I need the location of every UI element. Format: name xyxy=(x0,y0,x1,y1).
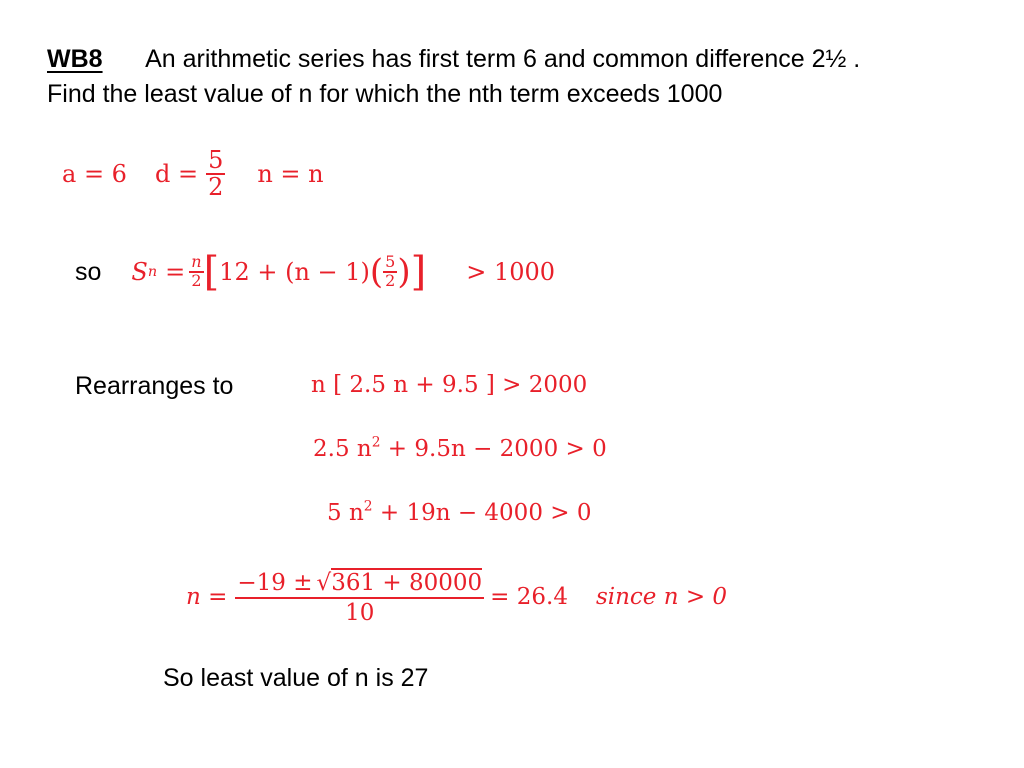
sum-row xyxy=(75,249,556,295)
quad2-rest: + 19n − 4000 > 0 xyxy=(379,500,592,526)
formula-denominator: 10 xyxy=(345,600,375,627)
problem-line-1 xyxy=(47,44,860,74)
sum-expression: S n = $\frac{n}{2}$ [ 12 + (n − 1) ( $\frac{5}{2}$ ) ] > 1000 xyxy=(131,249,556,295)
given-d-denominator: 2 xyxy=(208,173,224,202)
formula-lhs: n = xyxy=(186,583,228,610)
rearranges-label: Rearranges to xyxy=(75,372,234,400)
formula-radicand: 361 + 80000 xyxy=(331,570,483,596)
givens-row xyxy=(62,148,324,200)
sum-d-numerator: 5 xyxy=(385,252,396,272)
given-d-numerator: 5 xyxy=(208,146,224,174)
quad1-lead: 2.5 n xyxy=(313,436,372,462)
formula-num-a: −19 ± xyxy=(237,570,313,596)
sum-open-bracket: [ xyxy=(203,249,220,295)
sum-half-fraction xyxy=(189,254,203,290)
formula-condition: since n > 0 xyxy=(595,583,728,610)
given-n: n = n xyxy=(257,160,324,189)
quad2-square: 2 xyxy=(363,498,373,515)
sum-half-denominator: 2 xyxy=(191,271,202,290)
given-d-lhs: d = xyxy=(154,160,199,189)
sum-close-bracket: ] xyxy=(410,249,427,295)
quadratic-inequality-1 xyxy=(313,436,607,462)
quadratic-formula xyxy=(186,568,727,625)
sum-d-fraction xyxy=(383,254,397,290)
sum-inner: 12 + (n − 1) xyxy=(219,258,370,286)
sum-greater-than: > 1000 xyxy=(466,258,556,286)
given-d-fraction xyxy=(206,148,225,200)
formula-fraction xyxy=(235,568,484,625)
problem-text-1: An arithmetic series has first term 6 and common difference 2½ . xyxy=(145,45,861,73)
conclusion: So least value of n is 27 xyxy=(163,664,429,692)
problem-label: WB8 xyxy=(47,45,103,73)
sum-paren-open: ( xyxy=(369,252,384,292)
so-label: so xyxy=(75,257,102,286)
formula-result: = 26.4 xyxy=(490,583,568,610)
sum-half-numerator: n xyxy=(191,252,202,272)
quadratic-inequality-2 xyxy=(327,500,591,526)
sum-equals: = xyxy=(165,258,186,286)
quad1-square: 2 xyxy=(371,434,381,451)
rearranged-inequality: n [ 2.5 n + 9.5 ] > 2000 xyxy=(311,372,588,398)
formula-numerator xyxy=(235,568,484,599)
sum-paren-close: ) xyxy=(397,252,411,292)
sum-d-denominator: 2 xyxy=(385,271,396,290)
quad1-rest: + 9.5n − 2000 > 0 xyxy=(387,436,607,462)
formula-sqrt-sign: √ xyxy=(316,570,332,596)
sum-symbol: S xyxy=(131,258,148,286)
given-a: a = 6 xyxy=(62,160,127,189)
problem-line-2: Find the least value of n for which the nth term exceeds 1000 xyxy=(47,80,723,108)
quad2-lead: 5 n xyxy=(327,500,364,526)
